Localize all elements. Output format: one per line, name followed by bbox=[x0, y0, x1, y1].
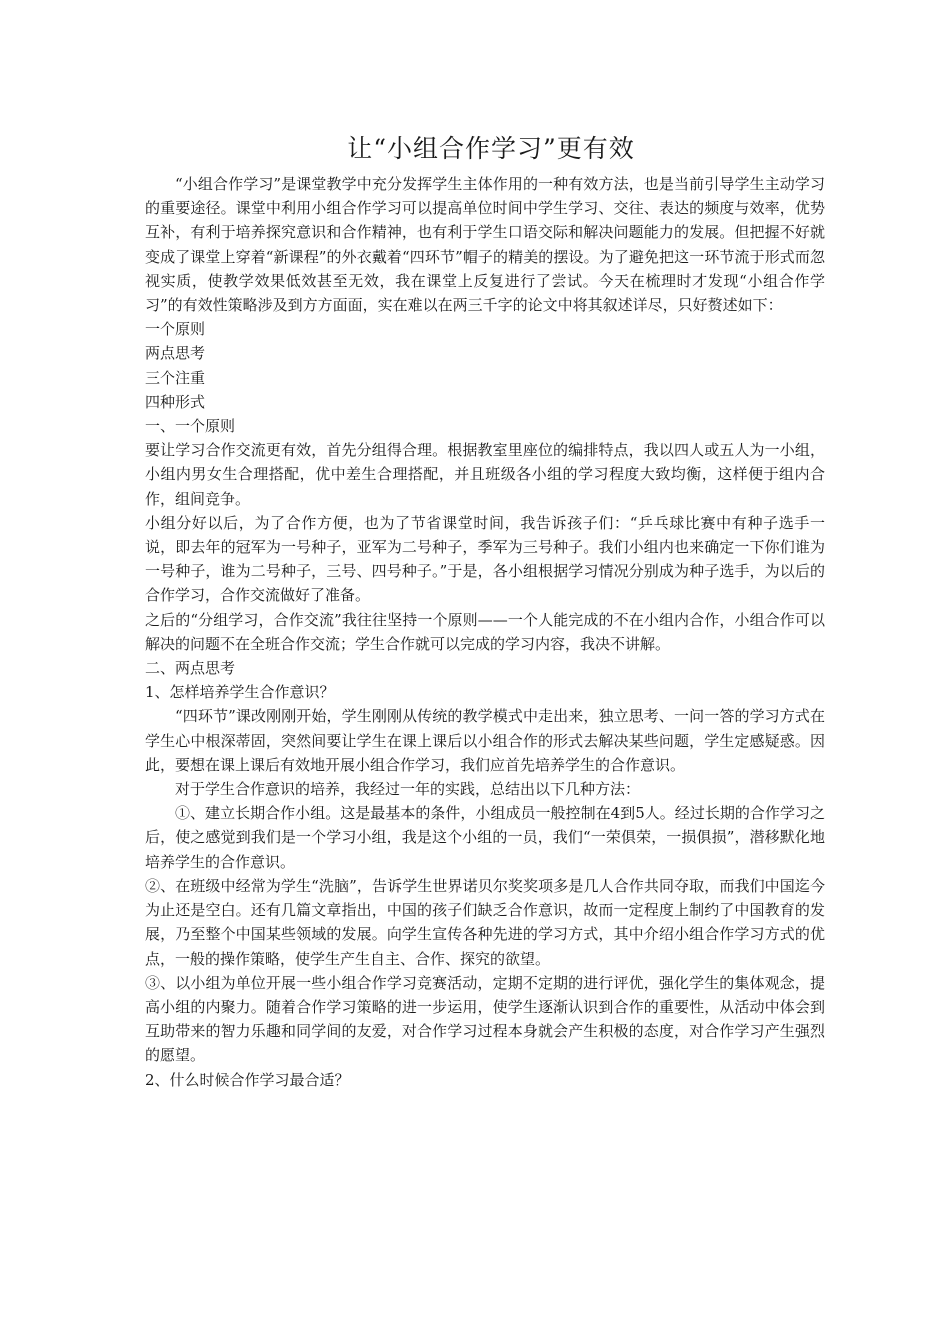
document-page bbox=[145, 132, 825, 1092]
body-paragraph: 小组分好以后，为了合作方便，也为了节省课堂时间，我告诉孩子们：“乒乓球比赛中有种子选手一说，即去年的冠军为一号种子，亚军为二号种子，季军为三号种子。我们小组内也来确定一下你们谁为一号种子，谁为二号种子，三号、四号种子。”于是，各小组根据学习情况分别成为种子选手，为以后的合作学习，合作交流做好了准备。 bbox=[145, 513, 825, 605]
body-paragraph: 要让学习合作交流更有效，首先分组得合理。根据教室里座位的编排特点，我以四人或五人为一小组，小组内男女生合理搭配，优中差生合理搭配，并且班级各小组的学习程度大致均衡，这样便于组内合作，组间竞争。 bbox=[145, 441, 825, 508]
section-heading-2: 二、两点思考 bbox=[145, 659, 236, 678]
intro-paragraph: “小组合作学习”是课堂教学中充分发挥学生主体作用的一种有效方法，也是当前引导学生主动学习的重要途径。课堂中利用小组合作学习可以提高单位时间中学生学习、交往、表达的频度与效率，优势互补，有利于培养探究意识和合作精神，也有利于学生口语交际和解决问题能力的发展。但把握不好就变成了课堂上穿着“新课程”的外衣戴着“四环节”帽子的精美的摆设。为了避免把这一环节流于形式而忽视实质，使教学效果低效甚至无效，我在课堂上反复进行了尝试。今天在梳理时才发现“小组合作学习”的有效性策略涉及到方方面面，实在难以在两三千字的论文中将其叙述详尽，只好赘述如下： bbox=[145, 175, 825, 315]
subheading-1: 1、怎样培养学生合作意识？ bbox=[145, 683, 335, 702]
body-paragraph: 对于学生合作意识的培养，我经过一年的实践，总结出以下几种方法： bbox=[175, 780, 641, 799]
subheading-2: 2、什么时候合作学习最合适？ bbox=[145, 1070, 350, 1089]
body-paragraph: 之后的“分组学习，合作交流”我往往坚持一个原则——一个人能完成的不在小组内合作，小组合作可以解决的问题不在全班合作交流；学生合作就可以完成的学习内容，我决不讲解。 bbox=[145, 610, 825, 653]
outline-item-2: 两点思考 bbox=[145, 344, 206, 363]
list-item-1: ①、建立长期合作小组。这是最基本的条件，小组成员一般控制在4到5人。经过长期的合作学习之后，使之感觉到我们是一个学习小组，我是这个小组的一员，我们“一荣俱荣，一损俱损”，潜移默化地培养学生的合作意识。 bbox=[145, 804, 825, 871]
outline-item-4: 四种形式 bbox=[145, 392, 206, 411]
list-item-2: ②、在班级中经常为学生“洗脑”，告诉学生世界诺贝尔奖奖项多是几人合作共同夺取，而我们中国迄今为止还是空白。还有几篇文章指出，中国的孩子们缺乏合作意识，故而一定程度上制约了中国教育的发展，乃至整个中国某些领域的发展。向学生宣传各种先进的学习方式，其中介绍小组合作学习方式的优点，一般的操作策略，使学生产生自主、合作、探究的欲望。 bbox=[145, 876, 825, 968]
document-title: 让“小组合作学习”更有效 bbox=[347, 134, 635, 163]
list-item-3: ③、以小组为单位开展一些小组合作学习竞赛活动，定期不定期的进行评优，强化学生的集体观念，提高小组的内聚力。随着合作学习策略的进一步运用，使学生逐渐认识到合作的重要性，从活动中体会到互助带来的智力乐趣和同学间的友爱，对合作学习过程本身就会产生积极的态度，对合作学习产生强烈的愿望。 bbox=[145, 973, 825, 1065]
outline-item-1: 一个原则 bbox=[145, 320, 206, 339]
section-heading-1: 一、一个原则 bbox=[145, 417, 236, 436]
outline-item-3: 三个注重 bbox=[145, 368, 206, 387]
body-paragraph: “四环节”课改刚刚开始，学生刚刚从传统的教学模式中走出来，独立思考、一问一答的学习方式在学生心中根深蒂固，突然间要让学生在课上课后以小组合作的形式去解决某些问题，学生定感疑惑。因此，要想在课上课后有效地开展小组合作学习，我们应首先培养学生的合作意识。 bbox=[145, 707, 825, 774]
